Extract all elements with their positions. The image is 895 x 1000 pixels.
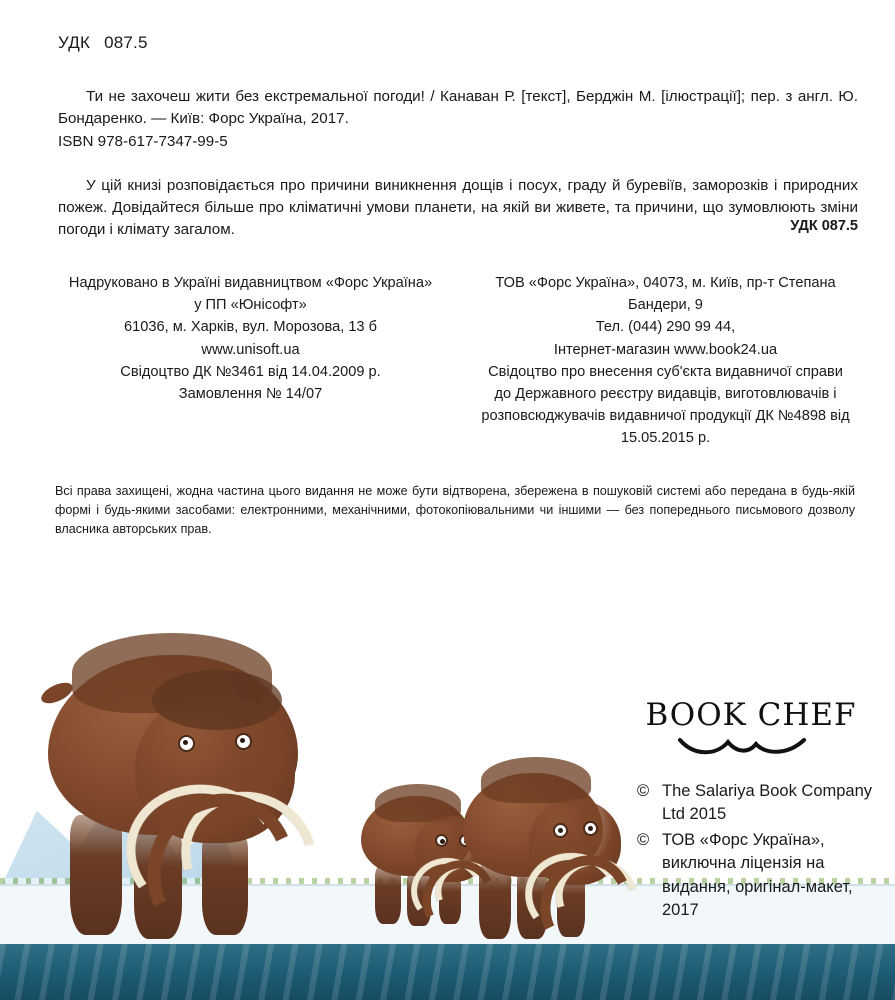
copyright-block xyxy=(637,780,887,925)
water-band xyxy=(0,944,895,1000)
mammoth-eye xyxy=(553,823,568,838)
publisher-logo xyxy=(636,697,866,761)
imprint-right-line: до Державного реєстру видавців, виготовлювачів і xyxy=(494,385,837,402)
mammoth-eye xyxy=(178,735,195,752)
imprint-right-line: Інтернет-магазин www.book24.ua xyxy=(553,341,778,358)
rights-notice: Всі права захищені, жодна частина цього видання не може бути відтворена, збережена в пошуковій системі або передана в будь-якій формі і будь-якими засобами: електронними, механічними, фотокопіювальними чи іншими — без попереднього письмового дозволу власника авторських прав. xyxy=(55,484,855,536)
imprint-right-line: розповсюджувачів видавничої продукції ДК №4898 від xyxy=(481,408,850,425)
bibliographic-text: Ти не захочеш жити без екстремальної погоди! / Канаван Р. [текст], Берджін М. [ілюстрації]; пер. з англ. Ю. Бондаренко. — Київ: Форс Україна, 2017. xyxy=(58,88,858,127)
udk-top-number: 087.5 xyxy=(104,33,148,52)
imprint-left-line: 61036, м. Харків, вул. Морозова, 13 б xyxy=(124,319,377,336)
copyright-icon: © xyxy=(637,830,650,849)
annotation-block xyxy=(58,160,858,256)
udk-top-label: УДК xyxy=(58,33,91,52)
imprint-left-line: у ПП «Юнісофт» xyxy=(194,297,307,314)
mammoth-eye xyxy=(583,821,598,836)
mammoth-medium xyxy=(455,755,645,945)
mammoth-eye xyxy=(235,733,252,750)
imprint-left-line: Свідоцтво ДК №3461 від 14.04.2009 р. xyxy=(120,363,381,380)
copyright-text: The Salariya Book Company Ltd 2015 xyxy=(662,782,873,824)
imprint-left-line: Надруковано в Україні видавництвом «Форс Україна» xyxy=(68,275,433,291)
imprint-block xyxy=(58,272,858,449)
udk-right: УДК 087.5 xyxy=(790,218,858,234)
copyright-row xyxy=(637,829,887,923)
copyright-row xyxy=(637,780,887,827)
imprint-right-line: Тел. (044) 290 99 44, xyxy=(595,319,736,336)
bibliographic-description xyxy=(58,86,858,129)
copyright-icon: © xyxy=(637,782,650,800)
imprint-right-line: Свідоцтво про внесення суб'єкта видавничої справи xyxy=(488,363,843,380)
mammoth-leg xyxy=(70,815,122,935)
mammoth-fur xyxy=(481,757,591,803)
imprint-right-line: 15.05.2015 р. xyxy=(620,430,711,447)
copyright-text: ТОВ «Форс Україна», виключна ліцензія на видання, оригінал-макет, 2017 xyxy=(662,830,853,920)
logo-swoosh-icon xyxy=(676,734,826,756)
isbn-line: ISBN 978-617-7347-99-5 xyxy=(58,133,228,150)
imprint-right-column xyxy=(473,272,858,449)
imprint-left-line: Замовлення № 14/07 xyxy=(178,385,323,402)
mammoth-fur xyxy=(152,670,282,730)
publisher-logo-text: BOOK CHEF xyxy=(645,697,857,733)
mammoth-eye xyxy=(435,834,448,847)
mammoth-large xyxy=(30,615,360,945)
imprint-left-line: www.unisoft.ua xyxy=(201,341,300,358)
imprint-left-column xyxy=(58,272,443,449)
imprint-right-line: ТОВ «Форс Україна», 04073, м. Київ, пр-т Степана Бандери, 9 xyxy=(495,275,836,314)
udk-top xyxy=(58,33,148,53)
annotation-text: У цій книзі розповідається про причини виникнення дощів і посух, граду й буревіїв, заморозків і природних пожеж. Довідайтеся більше про кліматичні умови планети, на якій ви живете, та причини, що зумовлюють зміни погоди і клімату загалом. xyxy=(58,177,858,238)
